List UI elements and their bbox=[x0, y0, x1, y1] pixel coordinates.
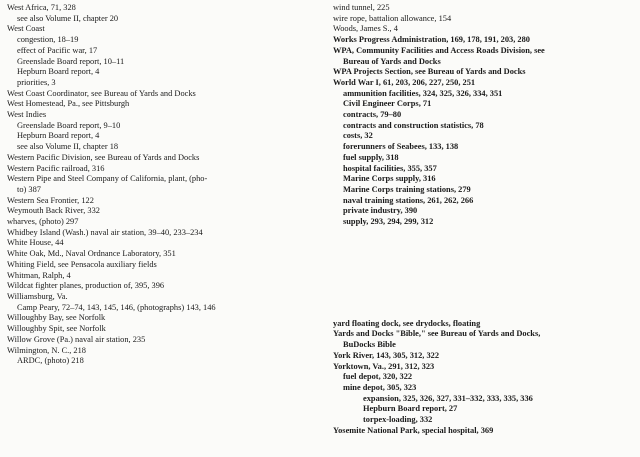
index-subentry: Camp Peary, 72–74, 143, 145, 146, (photographs) 143, 146 bbox=[17, 302, 216, 312]
index-entry: Yards and Docks "Bible," see Bureau of Yards and Docks, bbox=[333, 329, 541, 339]
index-subentry: Bureau of Yards and Docks bbox=[343, 56, 441, 66]
index-entry: Wilmington, N. C., 218 bbox=[7, 345, 86, 355]
index-entry: Western Pipe and Steel Company of California, plant, (pho- bbox=[7, 174, 208, 184]
index-entry: wind tunnel, 225 bbox=[333, 3, 390, 12]
index-subentry: mine depot, 305, 323 bbox=[343, 382, 417, 392]
index-entry: Works Progress Administration, 169, 178, 191, 203, 280 bbox=[333, 35, 530, 45]
index-block-y bbox=[333, 319, 633, 437]
index-entry: West Africa, 71, 328 bbox=[7, 3, 76, 12]
index-subentry: Greenslade Board report, 10–11 bbox=[17, 56, 125, 66]
index-subentry: ammunition facilities, 324, 325, 326, 334, 351 bbox=[343, 88, 503, 98]
index-subentry: Hepburn Board report, 4 bbox=[17, 67, 100, 77]
index-entry: West Indies bbox=[7, 110, 47, 120]
index-entry: Whiting Field, see Pensacola auxiliary fields bbox=[7, 259, 157, 269]
index-entry: WPA Projects Section, see Bureau of Yards and Docks bbox=[333, 67, 526, 77]
index-subentry: torpex-loading, 332 bbox=[363, 415, 433, 425]
index-entry: Weymouth Back River, 332 bbox=[7, 206, 100, 216]
index-entry: White House, 44 bbox=[7, 238, 64, 248]
index-entry: Yosemite National Park, special hospital, 369 bbox=[333, 425, 494, 435]
index-entry: WPA, Community Facilities and Access Roads Division, see bbox=[333, 45, 545, 55]
index-subentry: to) 387 bbox=[17, 184, 41, 194]
index-entry: York River, 143, 305, 312, 322 bbox=[333, 350, 440, 360]
index-subentry: forerunners of Seabees, 133, 138 bbox=[343, 142, 459, 152]
index-subentry: contracts, 79–80 bbox=[343, 110, 402, 120]
index-entry: West Homestead, Pa., see Pittsburgh bbox=[7, 99, 130, 109]
index-entry: Willoughby Spit, see Norfolk bbox=[7, 324, 106, 334]
index-subentry: Greenslade Board report, 9–10 bbox=[17, 120, 121, 130]
index-subentry: private industry, 390 bbox=[343, 206, 418, 216]
index-subentry: congestion, 18–19 bbox=[17, 35, 79, 45]
index-subentry: see also Volume II, chapter 18 bbox=[17, 142, 119, 152]
index-subentry: contracts and construction statistics, 78 bbox=[343, 120, 484, 130]
index-column-left bbox=[7, 3, 325, 367]
index-entry: Williamsburg, Va. bbox=[7, 291, 68, 301]
index-entry: Western Pacific railroad, 316 bbox=[7, 163, 105, 173]
index-subentry: hospital facilities, 355, 357 bbox=[343, 163, 437, 173]
index-subentry: supply, 293, 294, 299, 312 bbox=[343, 217, 434, 227]
index-subentry: ARDC, (photo) 218 bbox=[17, 356, 84, 366]
index-column-right bbox=[333, 3, 633, 437]
index-entry: yard floating dock, see drydocks, floating bbox=[333, 318, 481, 328]
index-entry: Willow Grove (Pa.) naval air station, 235 bbox=[7, 334, 146, 344]
index-subentry: fuel depot, 320, 322 bbox=[343, 372, 413, 382]
index-subentry: naval training stations, 261, 262, 266 bbox=[343, 195, 474, 205]
index-entry: wharves, (photo) 297 bbox=[7, 217, 79, 227]
index-entry: West Coast Coordinator, see Bureau of Yards and Docks bbox=[7, 88, 196, 98]
index-subentry: priorities, 3 bbox=[17, 77, 56, 87]
index-entry: Yorktown, Va., 291, 312, 323 bbox=[333, 361, 435, 371]
index-entry: Willoughby Bay, see Norfolk bbox=[7, 313, 106, 323]
index-subentry: see also Volume II, chapter 20 bbox=[17, 13, 119, 23]
index-entry: West Coast bbox=[7, 24, 45, 34]
index-subentry: costs, 32 bbox=[343, 131, 373, 141]
index-subentry: expansion, 325, 326, 327, 331–332, 333, 335, 336 bbox=[363, 393, 533, 403]
index-entry: Wildcat fighter planes, production of, 395, 396 bbox=[7, 281, 165, 291]
index-entry: Western Sea Frontier, 122 bbox=[7, 195, 94, 205]
index-entry: Whidbey Island (Wash.) naval air station, 39–40, 233–234 bbox=[7, 227, 203, 237]
index-subentry: Marine Corps training stations, 279 bbox=[343, 184, 471, 194]
index-entry: Western Pacific Division, see Bureau of Yards and Docks bbox=[7, 152, 200, 162]
index-entry: White Oak, Md., Naval Ordnance Laboratory, 351 bbox=[7, 249, 176, 259]
index-entry: wire rope, battalion allowance, 154 bbox=[333, 13, 452, 23]
index-block-w bbox=[333, 3, 633, 228]
index-subentry: BuDocks Bible bbox=[343, 340, 396, 350]
index-subentry: fuel supply, 318 bbox=[343, 152, 399, 162]
index-subentry: Civil Engineer Corps, 71 bbox=[343, 99, 432, 109]
index-subentry: Hepburn Board report, 27 bbox=[363, 404, 458, 414]
index-entry: World War I, 61, 203, 206, 227, 250, 251 bbox=[333, 77, 476, 87]
index-subentry: Marine Corps supply, 316 bbox=[343, 174, 436, 184]
index-subentry: effect of Pacific war, 17 bbox=[17, 45, 98, 55]
index-entry: Whitman, Ralph, 4 bbox=[7, 270, 71, 280]
index-subentry: Hepburn Board report, 4 bbox=[17, 131, 100, 141]
index-entry: Woods, James S., 4 bbox=[333, 24, 398, 34]
section-gap bbox=[333, 228, 633, 319]
